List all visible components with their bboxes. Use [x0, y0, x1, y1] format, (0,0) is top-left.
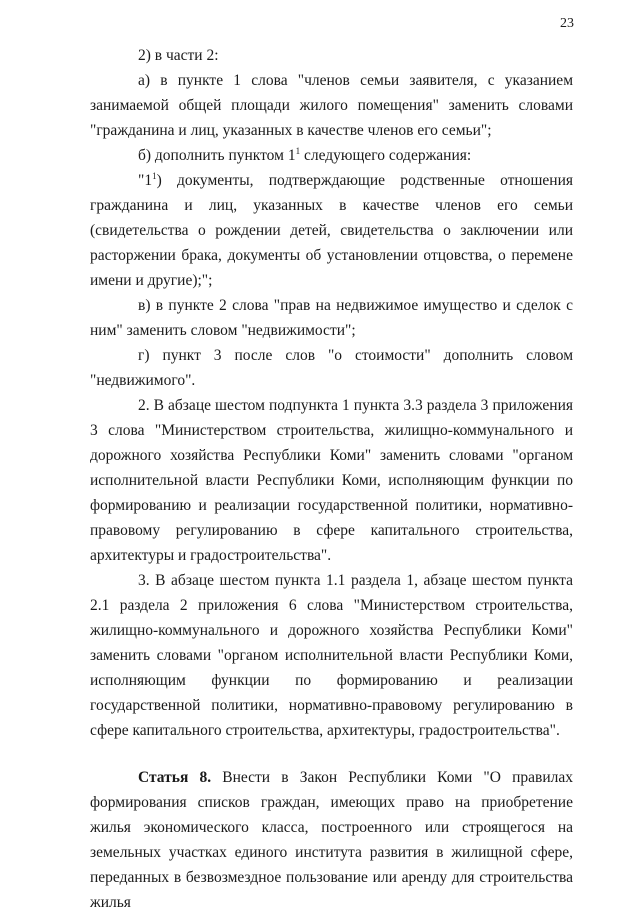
article-heading: Статья 8. [138, 769, 212, 786]
paragraph-item-g: г) пункт 3 после слов "о стоимости" дополнить словом "недвижимого". [90, 347, 573, 389]
paragraph-point-2: 2. В абзаце шестом подпункта 1 пункта 3.3 раздела 3 приложения 3 слова "Министерством строительства, жилищно-коммунального и дорожного хозяйства Республики Коми" заменить словами "органом исполнительной власти Республики Коми, исполняющим функции по формированию и реализации государственной политики, нормативно-правовому регулированию в сфере капитального строительства, архитектуры и градостроительства". [90, 397, 573, 564]
page-number: 23 [560, 16, 574, 31]
paragraph-part-2: 2) в части 2: [138, 47, 219, 64]
paragraph-item-v: в) в пункте 2 слова "прав на недвижимое имущество и сделок с ним" заменить словом "недвижимости"; [90, 297, 573, 339]
paragraph-item-b: б) дополнить пунктом $1^1$ следующего содержания: [138, 146, 472, 164]
superscript: 1 [295, 146, 301, 156]
document-body [90, 43, 573, 915]
paragraph-item-a: а) в пункте 1 слова "членов семьи заявителя, с указанием занимаемой общей площади жилого помещения" заменить словами "гражданина и лиц, указанных в качестве членов его семьи"; [90, 72, 573, 139]
paragraph-item-1-1: "$1^1$) документы, подтверждающие родственные отношения гражданина и лиц, указанных в качестве членов его семьи (свидетельства о рождении детей, свидетельства о заключении или расторжении брака, документы об установлении отцовства, о перемене имени и другие);"; [90, 171, 573, 289]
superscript: 1 [152, 171, 157, 181]
paragraph-article-8: Статья 8. Внести в Закон Республики Коми "О правилах формирования списков граждан, имеющих право на приобретение жилья экономического класса, построенного или строящегося на земельных участках единого института развития в жилищной сфере, переданных в безвозмездное пользование или аренду для строительства жилья [90, 769, 573, 911]
paragraph-point-3: 3. В абзаце шестом пункта 1.1 раздела 1, абзаце шестом пункта 2.1 раздела 2 приложения 6 слова "Министерством строительства, жилищно-коммунального и дорожного хозяйства Республики Коми" заменить словами "органом исполнительной власти Республики Коми, исполняющим функции по формированию и реализации государственной политики, нормативно-правовому регулированию в сфере капитального строительства, архитектуры, градостроительства". [90, 572, 573, 739]
